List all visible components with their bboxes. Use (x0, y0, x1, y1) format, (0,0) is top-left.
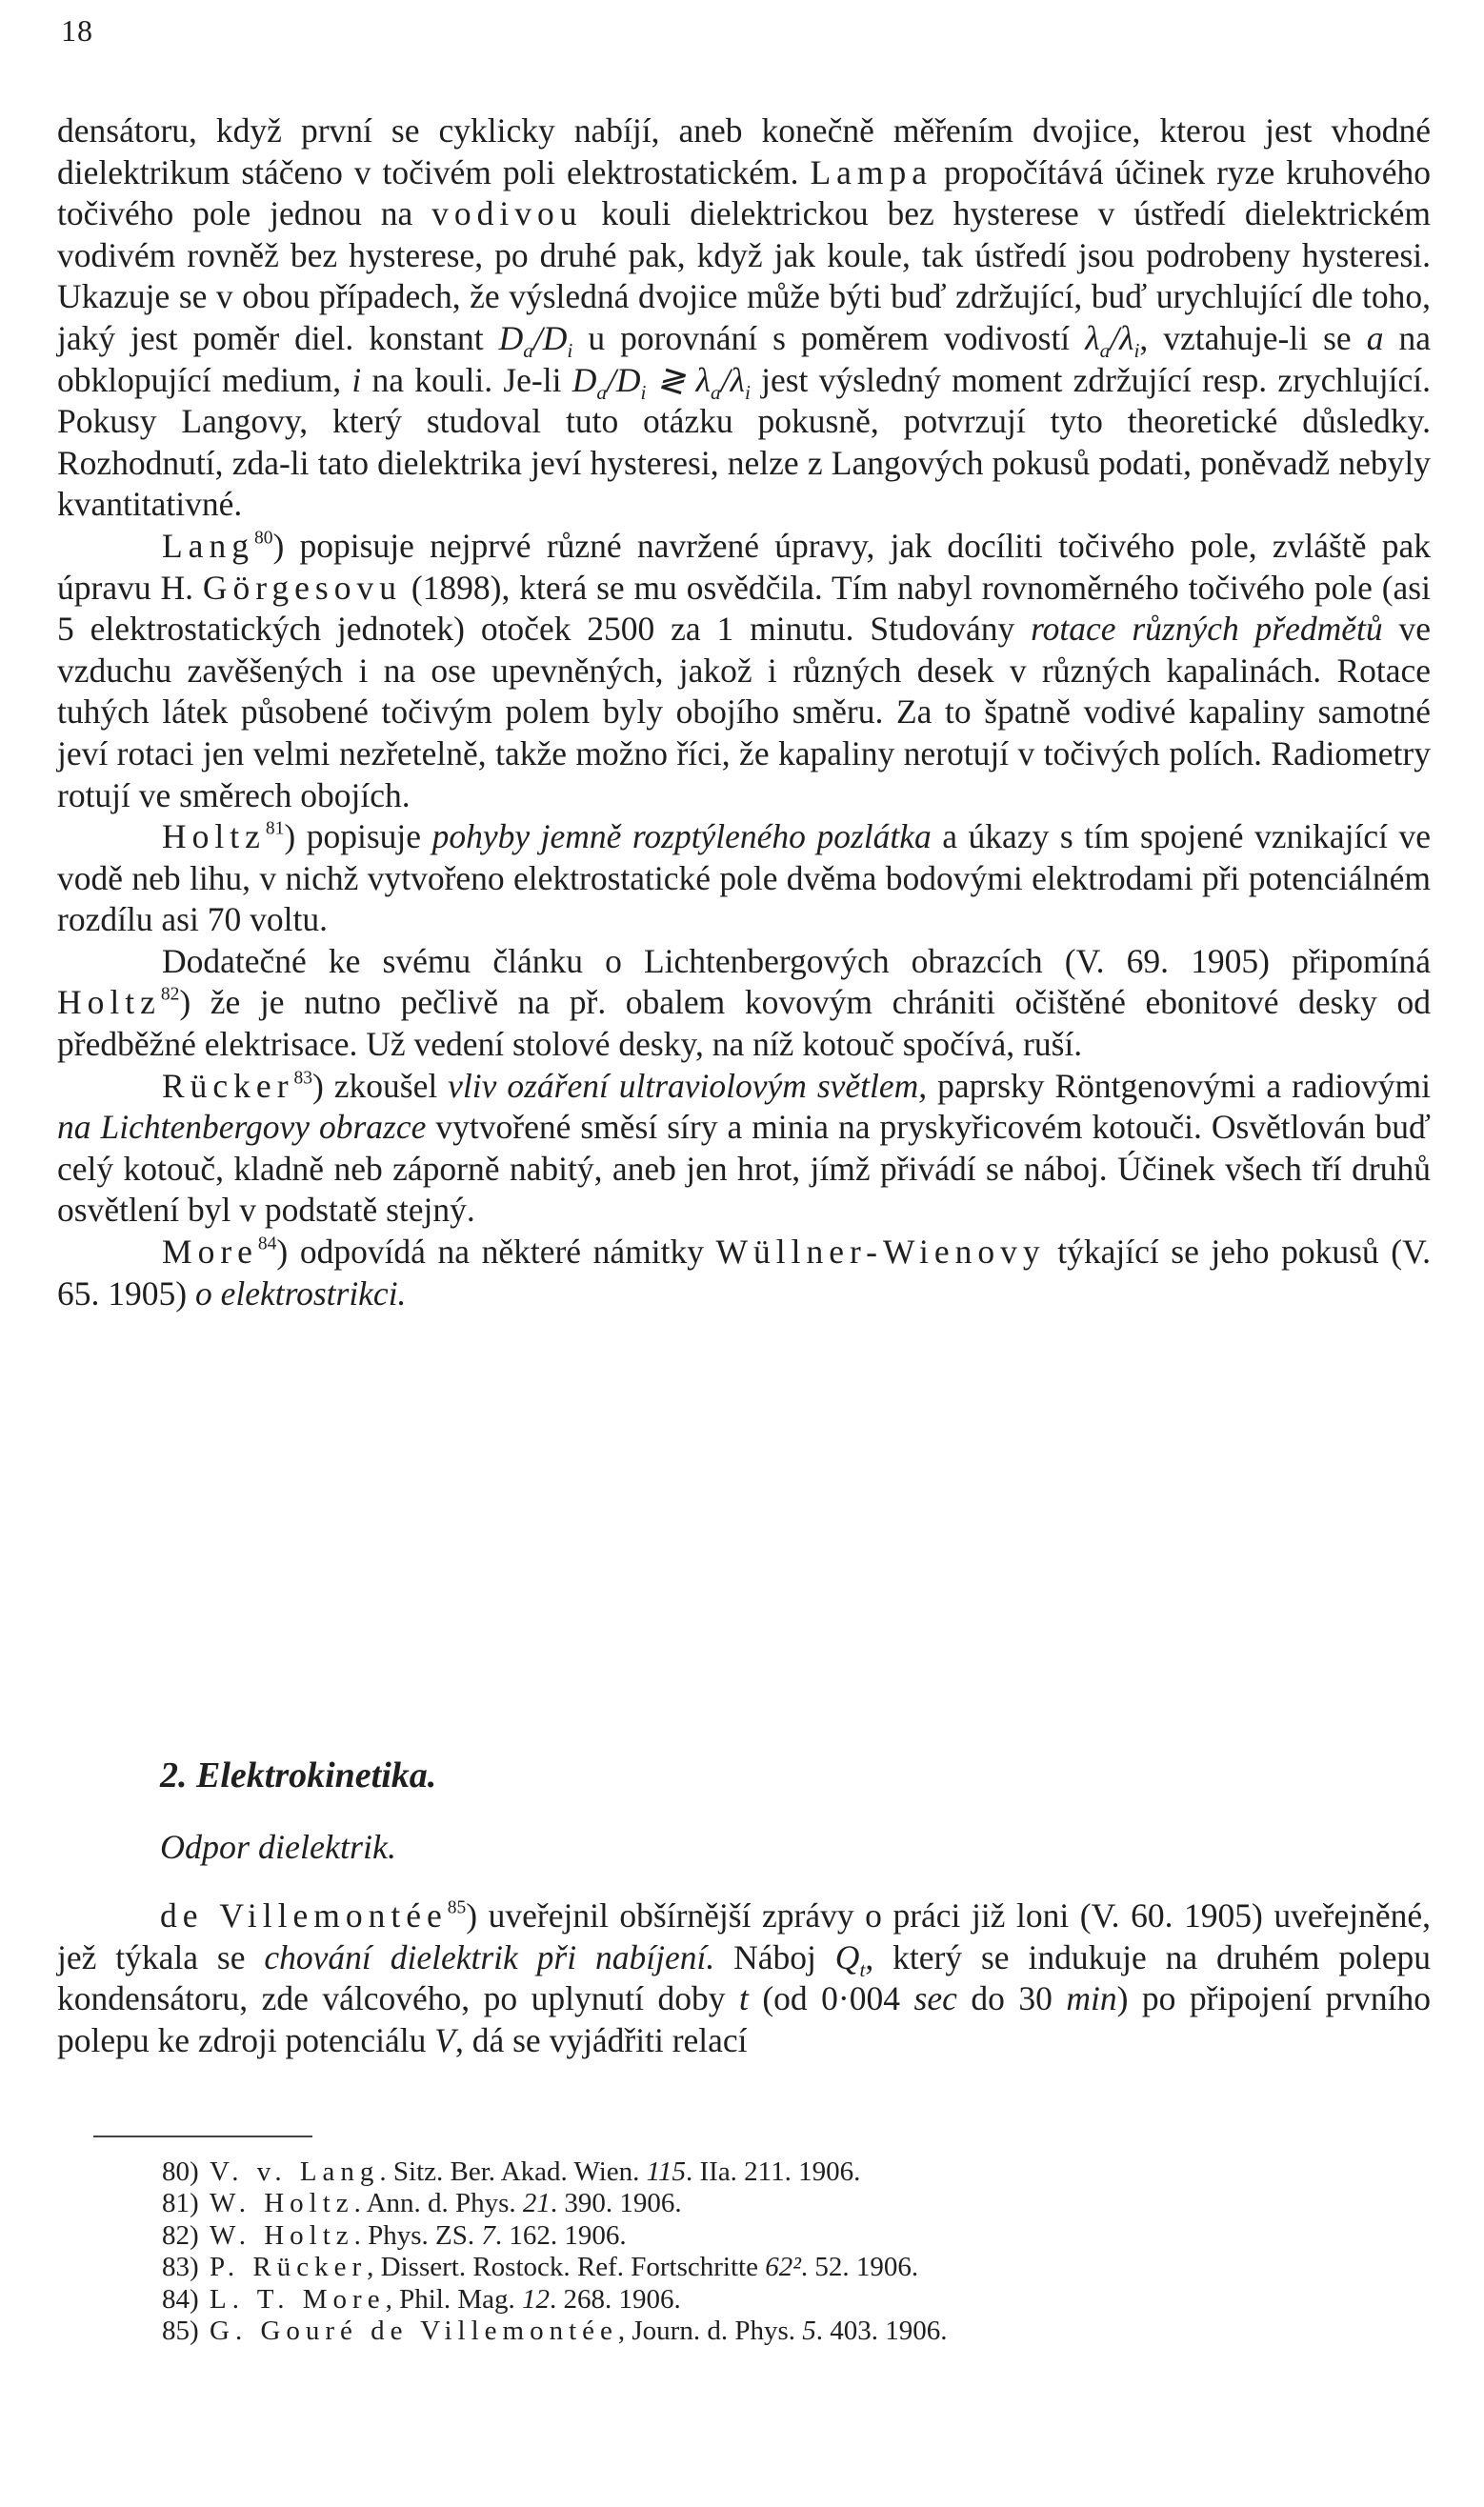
math-symbol: $Q_t$ (834, 1937, 866, 1981)
math-ratio: $D_a/D_i$ (498, 318, 573, 363)
author-name: Holtz (162, 817, 266, 856)
main-text-continued (57, 1895, 1431, 2061)
footnote: 83) P. Rücker, Dissert. Rostock. Ref. Fortschritte 62². 52. 1906. (162, 2252, 919, 2283)
author-name: Holtz (57, 983, 161, 1022)
footnote-ref: 80 (253, 528, 273, 549)
paragraph-holtz-addendum: Dodatečné ke svému článku o Lichtenbergových obrazcích (V. 69. 1905) připomíná Holtz$^{82}$) že je nutno pečlivě na př. obalem kovovým chrániti očištěné ebonitové desky od předběžné elektrisace. Už vedení stolové desky, na níž kotouč spočívá, ruší. (57, 941, 1431, 1064)
math-ratio: $\lambda_a/\lambda_i$ (1085, 318, 1140, 363)
author-name: Wüllner-Wienovy (715, 1233, 1046, 1272)
footnote-divider (93, 2136, 312, 2137)
section-heading: 2. Elektrokinetika. (160, 1755, 437, 1795)
footnote-ref: 85 (447, 1897, 467, 1918)
footnote: 80) V. v. Lang. Sitz. Ber. Akad. Wien. 115. IIa. 211. 1906. (162, 2156, 861, 2187)
page-number: 18 (61, 13, 93, 48)
paragraph-lampa: densátoru, když první se cyklicky nabíjí, aneb konečně měřením dvojice, kterou jest vhodné dielektrikum stáčeno v točivém poli elektrostatickém. Lampa propočítává účinek ryze kruhového točivého pole jednou na vodivou kouli dielektrickou bez hysterese v ústředí dielektrickém vodivém rovněž bez hysterese, po druhé pak, když jak koule, tak ústředí jsou podrobeny hysteresi. Ukazuje se v obou případech, že výsledná dvojice může býti buď zdržující, buď urychlující dle toho, jaký jest poměr diel. konstant $D_a/D_i$ u porovnání s poměrem vodivostí $\lambda_a/\lambda_i$, vztahuje-li se a na obklopující medium, i na kouli. Je-li $D_a/D_i$ ≷ $\lambda_a/\lambda_i$ jest výsledný moment zdržující resp. zrychlující. Pokusy Langovy, který studoval tuto otázku pokusně, potvrzují tyto theoretické důsledky. Rozhodnutí, zda-li tato dielektrika jeví hysteresi, nelze z Langových pokusů podati, poněvadž nebyly kvantitativné. (57, 111, 1431, 524)
footnote-ref: 82 (160, 984, 180, 1005)
main-text (57, 110, 1431, 1314)
footnote-ref: 81 (265, 818, 285, 839)
footnotes (162, 2156, 1391, 2347)
author-name: Lampa (810, 152, 933, 191)
paragraph-holtz: Holtz$^{81}$) popisuje pohyby jemně rozptýleného pozlátka a úkazy s tím spojené vznikající ve vodě neb lihu, v nichž vytvořeno elektrostatické pole dvěma bodovými elektrodami při potenciálném rozdílu asi 70 voltu. (57, 817, 1431, 939)
paragraph-lang: Lang$^{80}$) popisuje nejprvé různé navržené úpravy, jak docíliti točivého pole, zvláště pak úpravu H. Görgesovu (1898), která se mu osvědčila. Tím nabyl rovnoměrného točivého pole (asi 5 elektrostatických jednotek) otoček 2500 za 1 minutu. Studovány rotace různých předmětů ve vzduchu zavěšených i na ose upevněných, jakož i různých desek v různých kapalinách. Rotace tuhých látek působené točivým polem byly obojího směru. Za to špatně vodivé kapaliny samotné jeví rotaci jen velmi nezřetelně, takže možno říci, že kapaliny nerotují v točivých polích. Radiometry rotují ve směrech obojích. (57, 526, 1431, 814)
footnote: 85) G. Gouré de Villemontée, Journ. d. Phys. 5. 403. 1906. (162, 2316, 948, 2347)
paragraph-rucker: Rücker$^{83}$) zkoušel vliv ozáření ultraviolovým světlem, paprsky Röntgenovými a radiovými na Lichtenbergovy obrazce vytvořené směsí síry a minia na pryskyřicovém kotouči. Osvětlován buď celý kotouč, kladně neb záporně nabitý, aneb jen hrot, jímž přivádí se náboj. Účinek všech tří druhů osvětlení byl v podstatě stejný. (57, 1066, 1431, 1230)
footnote-ref: 84 (257, 1233, 277, 1254)
footnote: 82) W. Holtz. Phys. ZS. 7. 162. 1906. (162, 2219, 627, 2251)
author-name: Rücker (162, 1066, 294, 1105)
paragraph-villemontee: de Villemontée$^{85}$) uveřejnil obšírnější zprávy o práci již loni (V. 60. 1905) uveřejněné, jež týkala se chování dielektrik při nabíjení. Náboj $Q_t$, který se indukuje na druhém polepu kondensátoru, zde válcového, po uplynutí doby t (od 0·004 sec do 30 min) po připojení prvního polepu ke zdroji potenciálu V, dá se vyjádřiti relací (57, 1896, 1432, 2059)
author-name: Görgesovu (202, 568, 402, 607)
author-name: de Villemontée (160, 1896, 448, 1935)
math-condition: $D_a/D_i$ ≷ $\lambda_a/\lambda_i$ (572, 360, 751, 404)
subsection-heading: Odpor dielektrik. (160, 1828, 396, 1866)
footnote-ref: 83 (293, 1068, 313, 1089)
author-name: Lang (162, 526, 254, 565)
paragraph-more: More$^{84}$) odpovídá na některé námitky Wüllner-Wienovy týkající se jeho pokusů (V. 65. 1905) o elektrostrikci. (57, 1233, 1432, 1313)
footnote: 84) L. T. More, Phil. Mag. 12. 268. 1906. (162, 2283, 681, 2315)
author-name: More (162, 1233, 258, 1272)
footnote: 81) W. Holtz. Ann. d. Phys. 21. 390. 1906. (162, 2188, 682, 2219)
